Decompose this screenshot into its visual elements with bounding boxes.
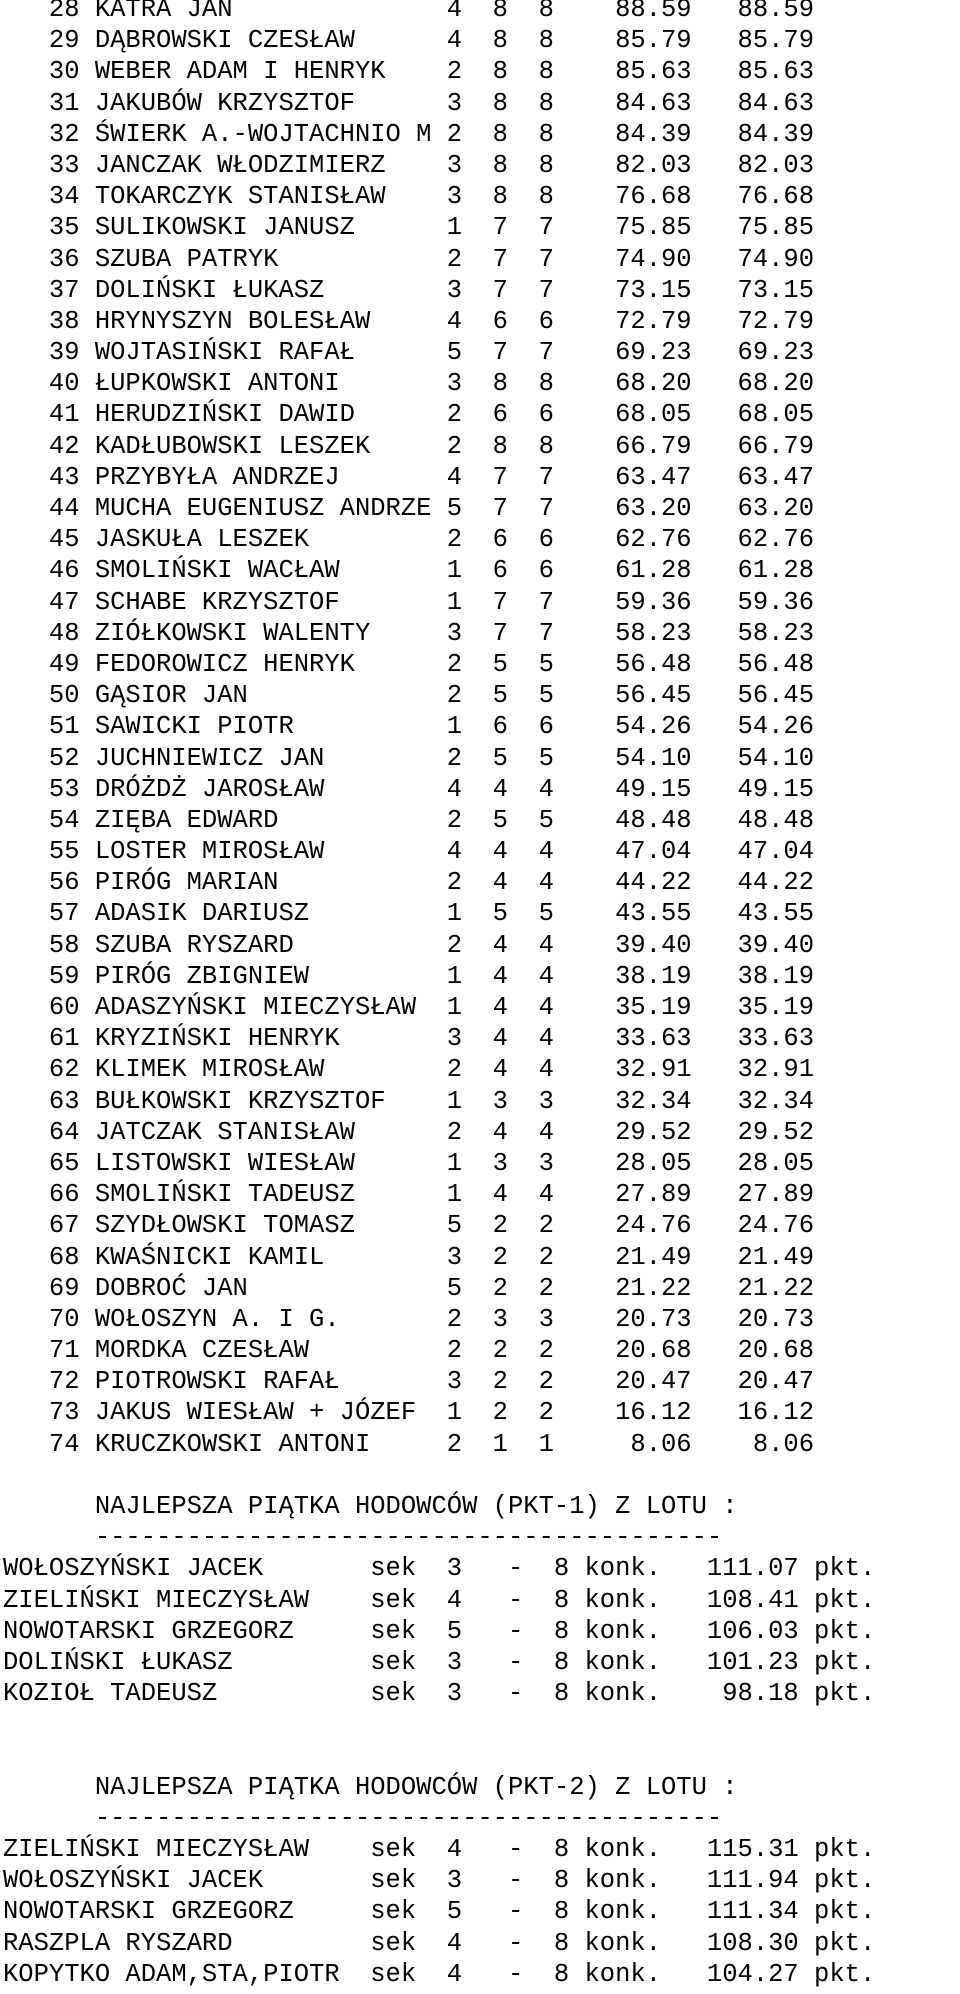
results-row: 65 LISTOWSKI WIESŁAW 1 3 3 28.05 28.05 <box>3 1148 815 1178</box>
results-row: 40 ŁUPKOWSKI ANTONI 3 8 8 68.20 68.20 <box>3 369 815 399</box>
results-row: 34 TOKARCZYK STANISŁAW 3 8 8 76.68 76.68 <box>3 182 815 212</box>
results-row: 54 ZIĘBA EDWARD 2 5 5 48.48 48.48 <box>3 805 815 835</box>
best-five-pkt2-row: WOŁOSZYŃSKI JACEK sek 3 - 8 konk. 111.94 pkt. <box>3 1866 876 1896</box>
results-row: 62 KLIMEK MIROSŁAW 2 4 4 32.91 32.91 <box>3 1055 815 1085</box>
results-row: 61 KRYZIŃSKI HENRYK 3 4 4 33.63 33.63 <box>3 1024 815 1054</box>
results-row: 28 KATRA JAN 4 8 8 88.59 88.59 <box>3 0 815 24</box>
results-row: 55 LOSTER MIROSŁAW 4 4 4 47.04 47.04 <box>3 837 815 867</box>
results-row: 64 JATCZAK STANISŁAW 2 4 4 29.52 29.52 <box>3 1117 815 1147</box>
results-row: 41 HERUDZIŃSKI DAWID 2 6 6 68.05 68.05 <box>3 400 815 430</box>
results-row: 53 DRÓŻDŻ JAROSŁAW 4 4 4 49.15 49.15 <box>3 774 815 804</box>
best-five-pkt1-title: NAJLEPSZA PIĄTKA HODOWCÓW (PKT-1) Z LOTU : <box>3 1492 738 1521</box>
results-row: 39 WOJTASIŃSKI RAFAŁ 5 7 7 69.23 69.23 <box>3 338 815 368</box>
best-five-pkt2-row: ZIELIŃSKI MIECZYSŁAW sek 4 - 8 konk. 115.31 pkt. <box>3 1835 876 1865</box>
best-five-pkt1-row: NOWOTARSKI GRZEGORZ sek 5 - 8 konk. 106.03 pkt. <box>3 1616 876 1646</box>
results-row: 32 ŚWIERK A.-WOJTACHNIO M 2 8 8 84.39 84.39 <box>3 119 815 149</box>
results-row: 43 PRZYBYŁA ANDRZEJ 4 7 7 63.47 63.47 <box>3 462 815 492</box>
results-row: 63 BUŁKOWSKI KRZYSZTOF 1 3 3 32.34 32.34 <box>3 1086 815 1116</box>
best-five-pkt2-title: NAJLEPSZA PIĄTKA HODOWCÓW (PKT-2) Z LOTU : <box>3 1772 738 1802</box>
best-five-pkt2-section <box>3 1772 960 1990</box>
results-row: 36 SZUBA PATRYK 2 7 7 74.90 74.90 <box>3 244 815 274</box>
results-row: 56 PIRÓG MARIAN 2 4 4 44.22 44.22 <box>3 868 815 898</box>
results-row: 59 PIRÓG ZBIGNIEW 1 4 4 38.19 38.19 <box>3 961 815 991</box>
results-row: 31 JAKUBÓW KRZYSZTOF 3 8 8 84.63 84.63 <box>3 88 815 118</box>
results-row: 42 KADŁUBOWSKI LESZEK 2 8 8 66.79 66.79 <box>3 431 815 461</box>
results-row: 67 SZYDŁOWSKI TOMASZ 5 2 2 24.76 24.76 <box>3 1211 815 1241</box>
results-row: 57 ADASIK DARIUSZ 1 5 5 43.55 43.55 <box>3 899 815 929</box>
best-five-pkt1-row: KOZIOŁ TADEUSZ sek 3 - 8 konk. 98.18 pkt. <box>3 1679 876 1709</box>
results-row: 50 GĄSIOR JAN 2 5 5 56.45 56.45 <box>3 681 815 711</box>
results-row: 37 DOLIŃSKI ŁUKASZ 3 7 7 73.15 73.15 <box>3 275 815 305</box>
results-row: 70 WOŁOSZYN A. I G. 2 3 3 20.73 20.73 <box>3 1304 815 1334</box>
results-row: 66 SMOLIŃSKI TADEUSZ 1 4 4 27.89 27.89 <box>3 1180 815 1210</box>
results-row: 47 SCHABE KRZYSZTOF 1 7 7 59.36 59.36 <box>3 587 815 617</box>
results-row: 51 SAWICKI PIOTR 1 6 6 54.26 54.26 <box>3 712 815 742</box>
results-row: 30 WEBER ADAM I HENRYK 2 8 8 85.63 85.63 <box>3 57 815 87</box>
best-five-pkt1-rule: ----------------------------------------- <box>3 1523 723 1553</box>
best-five-pkt2-rule: ----------------------------------------- <box>3 1803 723 1833</box>
results-row: 52 JUCHNIEWICZ JAN 2 5 5 54.10 54.10 <box>3 743 815 773</box>
spacer <box>3 1709 960 1771</box>
results-row: 45 JASKUŁA LESZEK 2 6 6 62.76 62.76 <box>3 525 815 555</box>
results-row: 68 KWAŚNICKI KAMIL 3 2 2 21.49 21.49 <box>3 1242 815 1272</box>
results-row: 73 JAKUS WIESŁAW + JÓZEF 1 2 2 16.12 16.12 <box>3 1398 815 1428</box>
results-row: 58 SZUBA RYSZARD 2 4 4 39.40 39.40 <box>3 930 815 960</box>
results-row: 35 SULIKOWSKI JANUSZ 1 7 7 75.85 75.85 <box>3 213 815 243</box>
results-row: 33 JANCZAK WŁODZIMIERZ 3 8 8 82.03 82.03 <box>3 150 815 180</box>
results-row: 72 PIOTROWSKI RAFAŁ 3 2 2 20.47 20.47 <box>3 1367 815 1397</box>
results-row: 74 KRUCZKOWSKI ANTONI 2 1 1 8.06 8.06 <box>3 1429 815 1459</box>
results-row: 71 MORDKA CZESŁAW 2 2 2 20.68 20.68 <box>3 1336 815 1366</box>
results-document <box>3 0 960 1990</box>
spacer <box>3 1460 960 1491</box>
best-five-pkt2-row: NOWOTARSKI GRZEGORZ sek 5 - 8 konk. 111.34 pkt. <box>3 1897 876 1927</box>
best-five-pkt1-row: ZIELIŃSKI MIECZYSŁAW sek 4 - 8 konk. 108.41 pkt. <box>3 1585 876 1615</box>
results-row: 49 FEDOROWICZ HENRYK 2 5 5 56.48 56.48 <box>3 649 815 679</box>
results-row: 29 DĄBROWSKI CZESŁAW 4 8 8 85.79 85.79 <box>3 26 815 56</box>
results-row: 44 MUCHA EUGENIUSZ ANDRZE 5 7 7 63.20 63.20 <box>3 494 815 523</box>
best-five-pkt1-row: WOŁOSZYŃSKI JACEK sek 3 - 8 konk. 111.07 pkt. <box>3 1554 876 1584</box>
best-five-pkt1-row: DOLIŃSKI ŁUKASZ sek 3 - 8 konk. 101.23 pkt. <box>3 1647 876 1677</box>
results-row: 46 SMOLIŃSKI WACŁAW 1 6 6 61.28 61.28 <box>3 556 815 586</box>
best-five-pkt2-row: KOPYTKO ADAM,STA,PIOTR sek 4 - 8 konk. 104.27 pkt. <box>3 1959 876 1989</box>
results-row: 60 ADASZYŃSKI MIECZYSŁAW 1 4 4 35.19 35.19 <box>3 993 815 1022</box>
results-table <box>3 0 960 1460</box>
best-five-pkt1-section <box>3 1491 960 1709</box>
results-row: 48 ZIÓŁKOWSKI WALENTY 3 7 7 58.23 58.23 <box>3 618 815 648</box>
best-five-pkt2-row: RASZPLA RYSZARD sek 4 - 8 konk. 108.30 pkt. <box>3 1928 876 1958</box>
results-row: 38 HRYNYSZYN BOLESŁAW 4 6 6 72.79 72.79 <box>3 306 815 336</box>
results-row: 69 DOBROĆ JAN 5 2 2 21.22 21.22 <box>3 1273 815 1303</box>
